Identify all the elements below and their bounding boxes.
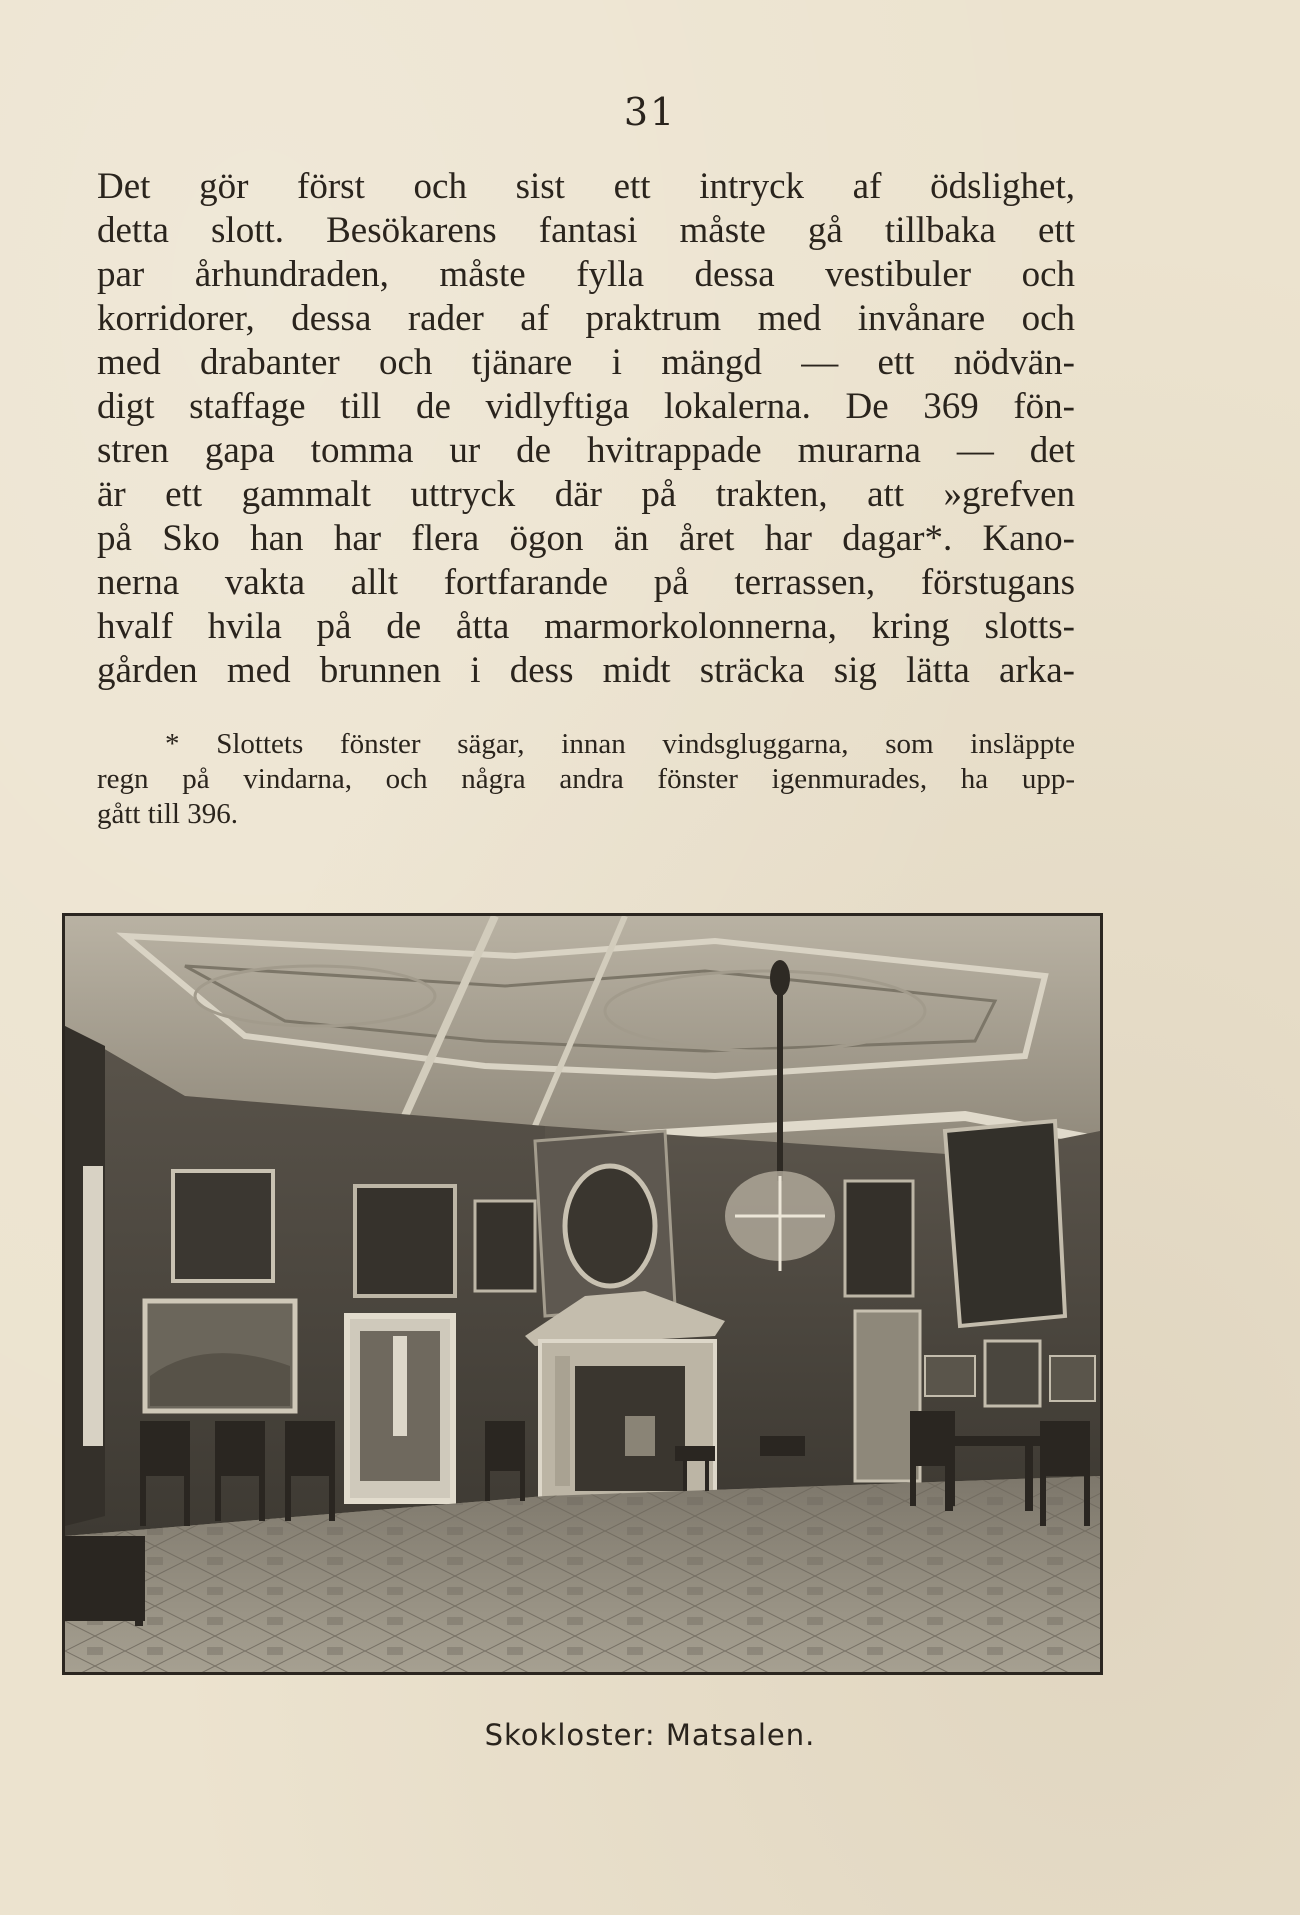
body-line: är ett gammalt uttryck där på trakten, att »grefven — [97, 474, 1075, 515]
footnote-line: gått till 396. — [97, 798, 238, 830]
body-line: nerna vakta allt fortfarande på terrassen, förstugans — [97, 562, 1075, 603]
body-line: Det gör först och sist ett intryck af ödslighet, — [97, 166, 1075, 207]
body-text — [97, 165, 1075, 693]
body-line: korridorer, dessa rader af praktrum med invånare och — [97, 298, 1075, 339]
page-number: 31 — [623, 90, 677, 134]
body-line: hvalf hvila på de åtta marmorkolonnerna, kring slotts- — [97, 606, 1075, 647]
footnote-line: regn på vindarna, och några andra fönster igenmurades, ha upp- — [97, 763, 1075, 795]
body-line: stren gapa tomma ur de hvitrappade murarna — det — [97, 430, 1075, 471]
footnote — [97, 727, 1075, 832]
figure-caption: Skokloster: Matsalen. — [484, 1718, 816, 1752]
body-line: gården med brunnen i dess midt sträcka sig lätta arka- — [97, 650, 1075, 691]
doorway — [347, 1316, 453, 1501]
body-line: par århundraden, måste fylla dessa vestibuler och — [97, 254, 1075, 295]
body-line: detta slott. Besökarens fantasi måste gå tillbaka ett — [97, 210, 1075, 251]
body-line: med drabanter och tjänare i mängd — ett nödvän- — [97, 342, 1075, 383]
body-line: på Sko han har flera ögon än året har dagar*. Kano- — [97, 518, 1075, 559]
window — [83, 1166, 103, 1446]
dining-hall-illustration — [65, 916, 1100, 1672]
dining-hall-photograph — [62, 913, 1103, 1675]
body-line: digt staffage till de vidlyftiga lokalerna. De 369 fön- — [97, 386, 1075, 427]
footnote-line: * Slottets fönster sägar, innan vindsgluggarna, som insläppte — [165, 728, 1075, 760]
